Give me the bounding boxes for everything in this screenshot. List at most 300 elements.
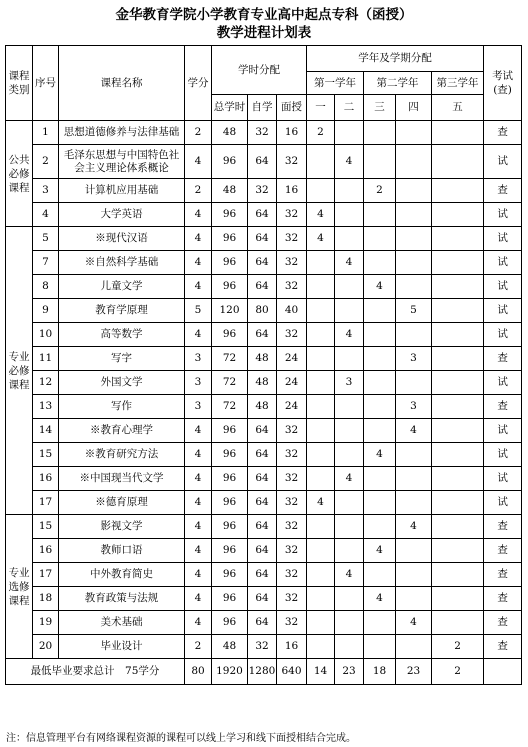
- credit-cell: 4: [185, 275, 212, 299]
- term-5-cell: [432, 145, 484, 179]
- term-4-cell: [396, 563, 432, 587]
- self-study-cell: 80: [248, 299, 277, 323]
- self-study-cell: 64: [248, 587, 277, 611]
- term-1-cell: 4: [307, 203, 335, 227]
- term-2-cell: [335, 635, 364, 659]
- face-teaching-cell: 16: [277, 121, 307, 145]
- term-1-cell: [307, 323, 335, 347]
- term-5-cell: [432, 491, 484, 515]
- term-2-cell: [335, 347, 364, 371]
- course-name-cell: 高等数学: [59, 323, 185, 347]
- term-2-cell: [335, 179, 364, 203]
- table-row: [6, 371, 522, 395]
- total-hours-cell: 48: [212, 635, 248, 659]
- term-4-cell: [396, 371, 432, 395]
- table-row: [6, 179, 522, 203]
- term-5-cell: [432, 611, 484, 635]
- term-4-cell: [396, 275, 432, 299]
- self-study-cell: 64: [248, 491, 277, 515]
- term-1-cell: [307, 179, 335, 203]
- course-name-cell: 中外教育简史: [59, 563, 185, 587]
- seq-cell: 12: [33, 371, 59, 395]
- exam-cell: 试: [484, 491, 522, 515]
- total-hours-cell: 96: [212, 611, 248, 635]
- term-5-cell: [432, 443, 484, 467]
- seq-cell: 15: [33, 515, 59, 539]
- total-hours-cell: 96: [212, 515, 248, 539]
- term-4-cell: [396, 491, 432, 515]
- table-row: [6, 347, 522, 371]
- term-1-cell: [307, 611, 335, 635]
- term-2-cell: [335, 227, 364, 251]
- exam-cell: 查: [484, 635, 522, 659]
- face-teaching-cell: 32: [277, 443, 307, 467]
- seq-cell: 13: [33, 395, 59, 419]
- total-hours-cell: 96: [212, 227, 248, 251]
- summary-credit: 80: [185, 659, 212, 685]
- term-5-cell: [432, 179, 484, 203]
- term-2-cell: [335, 587, 364, 611]
- face-teaching-cell: 32: [277, 611, 307, 635]
- seq-cell: 16: [33, 467, 59, 491]
- term-1-cell: 4: [307, 491, 335, 515]
- course-name-cell: ※现代汉语: [59, 227, 185, 251]
- term-2-cell: 4: [335, 323, 364, 347]
- term-3-cell: 4: [364, 539, 396, 563]
- self-study-cell: 64: [248, 563, 277, 587]
- term-3-cell: [364, 467, 396, 491]
- term-3-cell: 4: [364, 443, 396, 467]
- term-4-cell: 5: [396, 299, 432, 323]
- exam-cell: 查: [484, 347, 522, 371]
- term-3-cell: [364, 371, 396, 395]
- course-name-cell: 写字: [59, 347, 185, 371]
- term-4-cell: 3: [396, 347, 432, 371]
- exam-cell: 查: [484, 121, 522, 145]
- term-2-cell: [335, 443, 364, 467]
- self-study-cell: 48: [248, 395, 277, 419]
- total-hours-cell: 72: [212, 347, 248, 371]
- self-study-cell: 64: [248, 539, 277, 563]
- term-5-cell: [432, 419, 484, 443]
- table-row: [6, 299, 522, 323]
- term-1-cell: [307, 371, 335, 395]
- term-4-cell: [396, 443, 432, 467]
- term-4-cell: [396, 179, 432, 203]
- total-hours-cell: 96: [212, 145, 248, 179]
- summary-term-3: 18: [364, 659, 396, 685]
- term-4-cell: [396, 121, 432, 145]
- seq-cell: 7: [33, 251, 59, 275]
- total-hours-cell: 96: [212, 491, 248, 515]
- course-name-cell: 写作: [59, 395, 185, 419]
- credit-cell: 3: [185, 395, 212, 419]
- total-hours-cell: 96: [212, 275, 248, 299]
- self-study-cell: 64: [248, 251, 277, 275]
- face-teaching-cell: 32: [277, 203, 307, 227]
- exam-cell: 试: [484, 251, 522, 275]
- table-row: [6, 635, 522, 659]
- term-2-cell: [335, 491, 364, 515]
- term-5-cell: [432, 121, 484, 145]
- term-1-cell: [307, 275, 335, 299]
- credit-cell: 3: [185, 347, 212, 371]
- seq-cell: 20: [33, 635, 59, 659]
- term-4-cell: [396, 467, 432, 491]
- course-name-cell: 影视文学: [59, 515, 185, 539]
- face-teaching-cell: 32: [277, 515, 307, 539]
- course-name-cell: 外国文学: [59, 371, 185, 395]
- header-row-1: [6, 46, 522, 72]
- header-year2: 第二学年: [364, 72, 432, 95]
- face-teaching-cell: 24: [277, 347, 307, 371]
- header-self-study: 自学: [248, 95, 277, 121]
- term-4-cell: 4: [396, 515, 432, 539]
- table-row: [6, 539, 522, 563]
- category-cell: [6, 515, 33, 659]
- term-3-cell: 2: [364, 179, 396, 203]
- term-2-cell: [335, 395, 364, 419]
- term-1-cell: 2: [307, 121, 335, 145]
- credit-cell: 4: [185, 563, 212, 587]
- total-hours-cell: 96: [212, 443, 248, 467]
- header-course-name: 课程名称: [59, 46, 185, 121]
- credit-cell: 4: [185, 467, 212, 491]
- term-4-cell: 4: [396, 611, 432, 635]
- face-teaching-cell: 32: [277, 251, 307, 275]
- face-teaching-cell: 32: [277, 323, 307, 347]
- credit-cell: 4: [185, 491, 212, 515]
- credit-cell: 2: [185, 121, 212, 145]
- summary-term-1: 14: [307, 659, 335, 685]
- table-row: [6, 251, 522, 275]
- header-term-5: 五: [432, 95, 484, 121]
- course-name-cell: 计算机应用基础: [59, 179, 185, 203]
- exam-cell: 查: [484, 179, 522, 203]
- term-4-cell: [396, 227, 432, 251]
- seq-cell: 10: [33, 323, 59, 347]
- category-cell: [6, 121, 33, 227]
- seq-cell: 9: [33, 299, 59, 323]
- table-row: [6, 515, 522, 539]
- table-row: [6, 395, 522, 419]
- term-1-cell: [307, 395, 335, 419]
- total-hours-cell: 120: [212, 299, 248, 323]
- exam-cell: 查: [484, 515, 522, 539]
- term-1-cell: [307, 587, 335, 611]
- term-3-cell: [364, 323, 396, 347]
- term-4-cell: 3: [396, 395, 432, 419]
- total-hours-cell: 96: [212, 251, 248, 275]
- self-study-cell: 64: [248, 515, 277, 539]
- self-study-cell: 64: [248, 227, 277, 251]
- term-1-cell: [307, 467, 335, 491]
- header-term-4: 四: [396, 95, 432, 121]
- exam-cell: 试: [484, 371, 522, 395]
- term-2-cell: [335, 203, 364, 227]
- face-teaching-cell: 32: [277, 275, 307, 299]
- face-teaching-cell: 32: [277, 491, 307, 515]
- term-2-cell: 4: [335, 563, 364, 587]
- header-seq: 序号: [33, 46, 59, 121]
- exam-cell: 试: [484, 467, 522, 491]
- total-hours-cell: 48: [212, 179, 248, 203]
- exam-cell: 试: [484, 323, 522, 347]
- self-study-cell: 48: [248, 347, 277, 371]
- seq-cell: 11: [33, 347, 59, 371]
- exam-cell: 试: [484, 443, 522, 467]
- seq-cell: 19: [33, 611, 59, 635]
- plan-body: [6, 121, 522, 659]
- exam-cell: 查: [484, 563, 522, 587]
- total-hours-cell: 96: [212, 203, 248, 227]
- face-teaching-cell: 16: [277, 635, 307, 659]
- term-1-cell: [307, 145, 335, 179]
- exam-cell: 查: [484, 587, 522, 611]
- header-hours-group: 学时分配: [212, 46, 307, 95]
- seq-cell: 8: [33, 275, 59, 299]
- self-study-cell: 32: [248, 635, 277, 659]
- term-5-cell: [432, 323, 484, 347]
- table-row: [6, 467, 522, 491]
- term-4-cell: [396, 587, 432, 611]
- total-hours-cell: 96: [212, 467, 248, 491]
- summary-term-5: 2: [432, 659, 484, 685]
- table-row: [6, 145, 522, 179]
- summary-term-4: 23: [396, 659, 432, 685]
- total-hours-cell: 72: [212, 371, 248, 395]
- term-3-cell: [364, 419, 396, 443]
- term-5-cell: [432, 227, 484, 251]
- summary-total-hours: 1920: [212, 659, 248, 685]
- term-2-cell: 4: [335, 145, 364, 179]
- credit-cell: 4: [185, 443, 212, 467]
- category-label: 专业必修课程: [8, 350, 30, 391]
- term-3-cell: 4: [364, 587, 396, 611]
- course-name-cell: 毛泽东思想与中国特色社会主义理论体系概论: [59, 145, 185, 179]
- term-4-cell: [396, 635, 432, 659]
- self-study-cell: 32: [248, 121, 277, 145]
- credit-cell: 4: [185, 611, 212, 635]
- term-4-cell: [396, 203, 432, 227]
- table-row: [6, 491, 522, 515]
- course-name-cell: ※中国现当代文学: [59, 467, 185, 491]
- credit-cell: 4: [185, 323, 212, 347]
- course-name-cell: ※教育研究方法: [59, 443, 185, 467]
- credit-cell: 5: [185, 299, 212, 323]
- term-5-cell: [432, 299, 484, 323]
- seq-cell: 1: [33, 121, 59, 145]
- total-hours-cell: 72: [212, 395, 248, 419]
- term-5-cell: [432, 587, 484, 611]
- term-5-cell: [432, 395, 484, 419]
- term-4-cell: [396, 251, 432, 275]
- category-label: 公共必修课程: [8, 153, 30, 194]
- course-name-cell: 大学英语: [59, 203, 185, 227]
- seq-cell: 15: [33, 443, 59, 467]
- term-3-cell: [364, 299, 396, 323]
- table-row: [6, 323, 522, 347]
- self-study-cell: 64: [248, 323, 277, 347]
- term-5-cell: [432, 467, 484, 491]
- term-4-cell: [396, 323, 432, 347]
- exam-cell: 查: [484, 539, 522, 563]
- credit-cell: 4: [185, 539, 212, 563]
- seq-cell: 3: [33, 179, 59, 203]
- term-3-cell: 4: [364, 275, 396, 299]
- face-teaching-cell: 32: [277, 227, 307, 251]
- term-5-cell: [432, 563, 484, 587]
- term-2-cell: [335, 515, 364, 539]
- course-name-cell: ※德育原理: [59, 491, 185, 515]
- summary-face-teaching: 640: [277, 659, 307, 685]
- self-study-cell: 32: [248, 179, 277, 203]
- summary-row: [6, 659, 522, 685]
- face-teaching-cell: 32: [277, 419, 307, 443]
- course-name-cell: 儿童文学: [59, 275, 185, 299]
- course-name-cell: ※自然科学基础: [59, 251, 185, 275]
- term-1-cell: [307, 635, 335, 659]
- seq-cell: 16: [33, 539, 59, 563]
- footnote: 注：信息管理平台有网络课程资源的课程可以线上学习和线下面授相结合完成。: [6, 733, 356, 744]
- header-term-3: 三: [364, 95, 396, 121]
- term-3-cell: [364, 563, 396, 587]
- table-row: [6, 563, 522, 587]
- total-hours-cell: 96: [212, 323, 248, 347]
- credit-cell: 4: [185, 587, 212, 611]
- credit-cell: 4: [185, 227, 212, 251]
- term-3-cell: [364, 611, 396, 635]
- course-name-cell: 教育学原理: [59, 299, 185, 323]
- credit-cell: 4: [185, 145, 212, 179]
- term-3-cell: [364, 203, 396, 227]
- term-5-cell: [432, 251, 484, 275]
- term-3-cell: [364, 635, 396, 659]
- teaching-plan-table: [5, 45, 522, 685]
- term-2-cell: 4: [335, 251, 364, 275]
- term-5-cell: [432, 275, 484, 299]
- summary-self-study: 1280: [248, 659, 277, 685]
- table-row: [6, 203, 522, 227]
- category-cell: [6, 227, 33, 515]
- table-row: [6, 587, 522, 611]
- seq-cell: 2: [33, 145, 59, 179]
- course-name-cell: 毕业设计: [59, 635, 185, 659]
- term-1-cell: [307, 347, 335, 371]
- term-5-cell: 2: [432, 635, 484, 659]
- face-teaching-cell: 32: [277, 145, 307, 179]
- seq-cell: 5: [33, 227, 59, 251]
- face-teaching-cell: 24: [277, 395, 307, 419]
- table-row: [6, 611, 522, 635]
- credit-cell: 2: [185, 635, 212, 659]
- total-hours-cell: 96: [212, 539, 248, 563]
- term-2-cell: 3: [335, 371, 364, 395]
- header-total-hours: 总学时: [212, 95, 248, 121]
- exam-cell: 试: [484, 145, 522, 179]
- table-row: [6, 121, 522, 145]
- exam-cell: 试: [484, 227, 522, 251]
- header-face-teaching: 面授: [277, 95, 307, 121]
- term-3-cell: [364, 121, 396, 145]
- self-study-cell: 64: [248, 467, 277, 491]
- term-5-cell: [432, 347, 484, 371]
- summary-exam: [484, 659, 522, 685]
- header-exam: 考试(查): [484, 46, 522, 121]
- self-study-cell: 64: [248, 203, 277, 227]
- credit-cell: 4: [185, 203, 212, 227]
- term-3-cell: [364, 227, 396, 251]
- face-teaching-cell: 32: [277, 587, 307, 611]
- exam-cell: 试: [484, 419, 522, 443]
- document-title: 金华教育学院小学教育专业高中起点专科（函授）: [115, 7, 413, 23]
- self-study-cell: 64: [248, 611, 277, 635]
- term-4-cell: [396, 145, 432, 179]
- seq-cell: 14: [33, 419, 59, 443]
- table-row: [6, 275, 522, 299]
- term-1-cell: [307, 299, 335, 323]
- credit-cell: 4: [185, 419, 212, 443]
- credit-cell: 3: [185, 371, 212, 395]
- header-credit: 学分: [185, 46, 212, 121]
- header-term-1: 一: [307, 95, 335, 121]
- exam-cell: 试: [484, 299, 522, 323]
- term-5-cell: [432, 539, 484, 563]
- exam-cell: 试: [484, 275, 522, 299]
- exam-cell: 查: [484, 611, 522, 635]
- seq-cell: 17: [33, 563, 59, 587]
- seq-cell: 18: [33, 587, 59, 611]
- total-hours-cell: 96: [212, 419, 248, 443]
- table-row: [6, 227, 522, 251]
- course-name-cell: 教育政策与法规: [59, 587, 185, 611]
- document-subtitle: 教学进程计划表: [216, 25, 312, 41]
- face-teaching-cell: 24: [277, 371, 307, 395]
- term-2-cell: [335, 419, 364, 443]
- self-study-cell: 48: [248, 371, 277, 395]
- total-hours-cell: 96: [212, 563, 248, 587]
- course-name-cell: 美术基础: [59, 611, 185, 635]
- self-study-cell: 64: [248, 419, 277, 443]
- term-1-cell: [307, 563, 335, 587]
- term-3-cell: [364, 145, 396, 179]
- credit-cell: 4: [185, 251, 212, 275]
- exam-cell: 试: [484, 203, 522, 227]
- credit-cell: 4: [185, 515, 212, 539]
- category-label: 专业选修课程: [8, 566, 30, 607]
- exam-cell: 查: [484, 395, 522, 419]
- table-row: [6, 419, 522, 443]
- term-1-cell: [307, 539, 335, 563]
- term-5-cell: [432, 203, 484, 227]
- total-hours-cell: 96: [212, 587, 248, 611]
- term-3-cell: [364, 251, 396, 275]
- term-4-cell: [396, 539, 432, 563]
- term-2-cell: [335, 275, 364, 299]
- total-hours-cell: 48: [212, 121, 248, 145]
- header-term-2: 二: [335, 95, 364, 121]
- summary-label: 最低毕业要求总计 75学分: [6, 659, 185, 685]
- face-teaching-cell: 32: [277, 563, 307, 587]
- seq-cell: 4: [33, 203, 59, 227]
- term-5-cell: [432, 371, 484, 395]
- term-1-cell: 4: [307, 227, 335, 251]
- header-term-group: 学年及学期分配: [307, 46, 484, 72]
- header-year1: 第一学年: [307, 72, 364, 95]
- term-1-cell: [307, 515, 335, 539]
- term-3-cell: [364, 395, 396, 419]
- self-study-cell: 64: [248, 443, 277, 467]
